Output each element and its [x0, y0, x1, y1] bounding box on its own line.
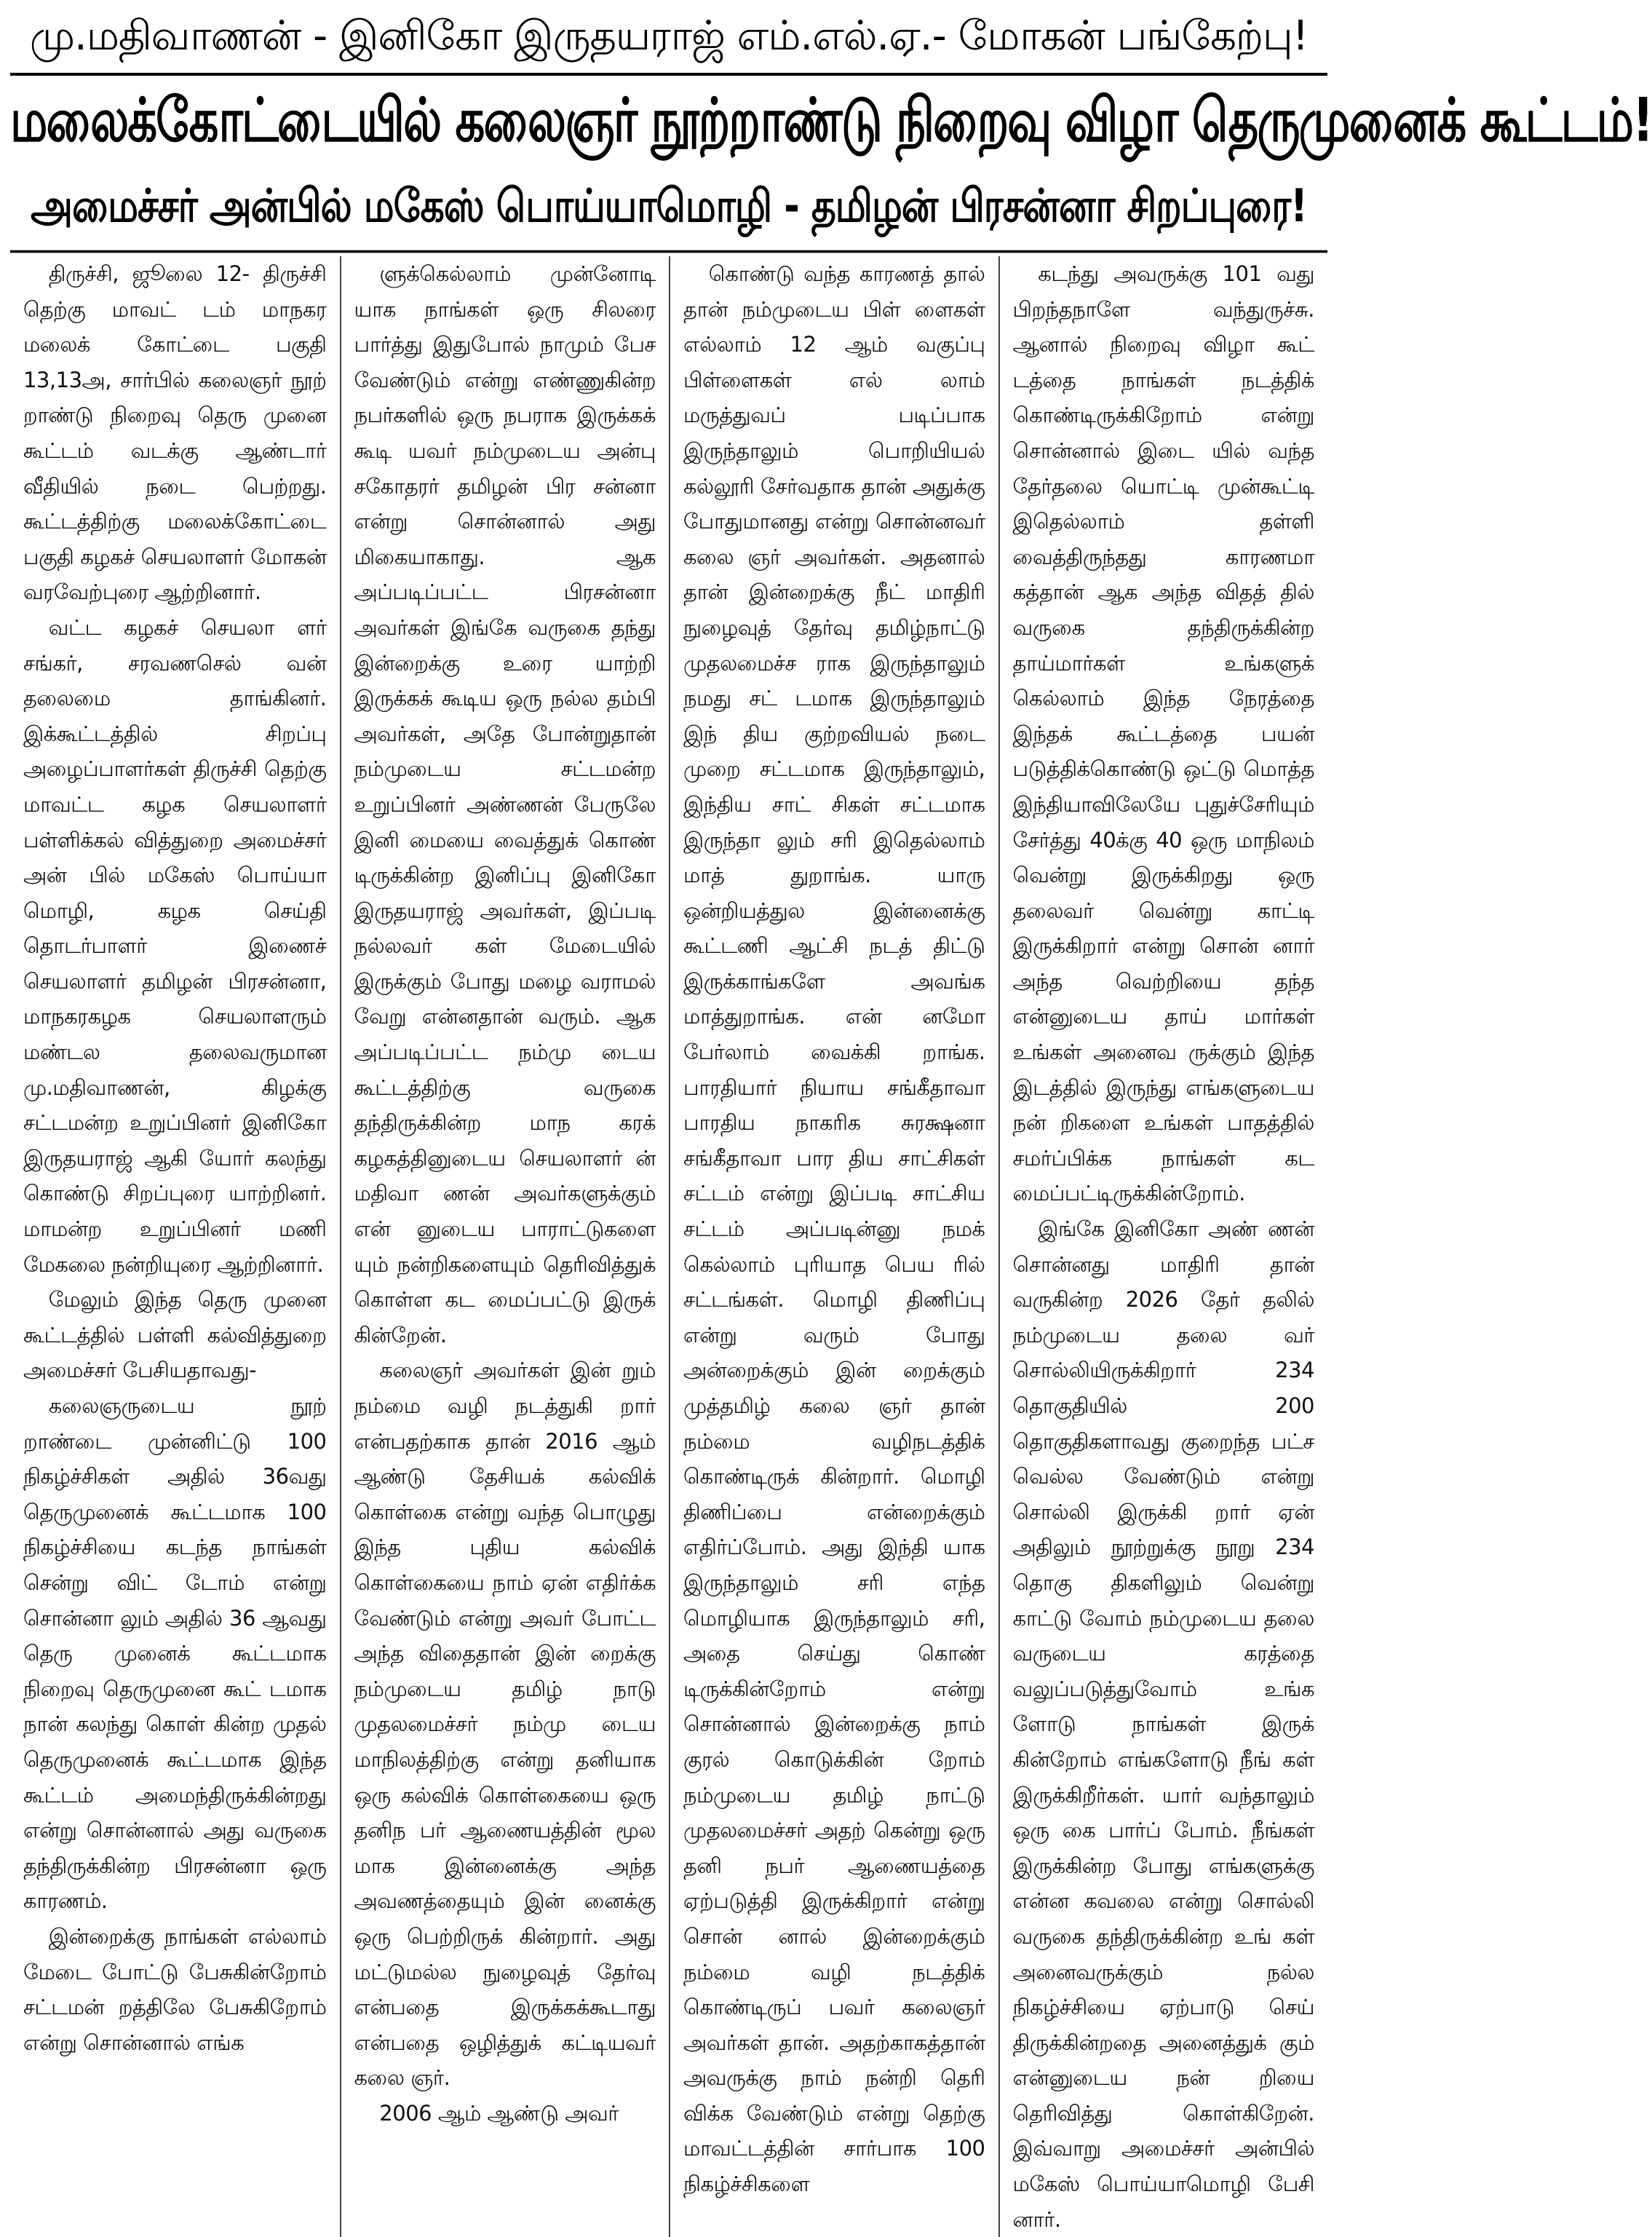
main-headline: மலைக்கோட்டையில் கலைஞர் நூற்றாண்டு நிறைவு விழா தெருமுனைக் கூட்டம்!: [10, 85, 1652, 157]
article-paragraph: கடந்து அவருக்கு 101 வது பிறந்தநாளே வந்துருச்சு. ஆனால் நிறைவு விழா கூட் டத்தை நாங்கள் நடத்திக் கொண்டிருக்கிறோம் என்று சொன்னால் இடை யில் வந்த தேர்தலை யொட்டி முன்கூட்டி இதெல்லாம் தள்ளி வைத்திருந்தது காரணமா கத்தான் ஆக அந்த விதத் தில் வருகை தந்திருக்கின்ற தாய்மார்கள் உங்களுக் கெல்லாம் இந்த நேரத்தை இந்தக் கூட்டத்தை பயன் படுத்திக்கொண்டு ஒட்டு மொத்த இந்தியாவிலேயே புதுச்சேரியும் சேர்த்து 40க்கு 40 ஒரு மாநிலம் வென்று இருக்கிறது ஒரு தலைவர் வென்று காட்டி இருக்கிறார் என்று சொன் னார் அந்த வெற்றியை தந்த என்னுடைய தாய் மார்கள் உங்கள் அனைவ ருக்கும் இந்த இடத்தில் இருந்து எங்களுடைய நன் றிகளை உங்கள் பாதத்தில் சமர்ப்பிக்க நாங்கள் கட மைப்பட்டிருக்கின்றோம்.: [1012, 261, 1314, 1206]
article-column-2: [340, 256, 670, 2237]
article-column-1: [10, 256, 340, 2237]
article-paragraph: கலைஞருடைய நூற் றாண்டை முன்னிட்டு 100 நிகழ்ச்சிகள் அதில் 36வது தெருமுனைக் கூட்டமாக 100 நிகழ்ச்சியை கடந்த நாங்கள் சென்று விட் டோம் என்று சொன்னா லும் அதில் 36 ஆவது தெரு முனைக் கூட்டமாக நிறைவு தெருமுனை கூட் டமாக நான் கலந்து கொள் கின்ற முதல் தெருமுனைக் கூட்டமாக இந்த கூட்டம் அமைந்திருக்கின்றது என்று சொன்னால் அது வருகை தந்திருக்கின்ற பிரசன்னா ஒரு காரணம்.: [23, 1393, 327, 1914]
article-paragraph: கலைஞர் அவர்கள் இன் றும் நம்மை வழி நடத்துகி றார் என்பதற்காக தான் 2016 ஆம் ஆண்டு தேசியக் கல்விக் கொள்கை என்று வந்த பொழுது இந்த புதிய கல்விக் கொள்கையை நாம் ஏன் எதிர்க்க வேண்டும் என்று அவர் போட்ட அந்த விதைதான் இன் றைக்கு நம்முடைய தமிழ் நாடு முதலமைச்சர் நம்மு டைய மாநிலத்திற்கு என்று தனியாக ஒரு கல்விக் கொள்கையை ஒரு தனிந பர் ஆணையத்தின் மூல மாக இன்னைக்கு அந்த அவணத்தையும் இன் னைக்கு ஒரு பெற்றிருக் கின்றார். அது மட்டுமல்ல நுழைவுத் தேர்வு என்பதை இருக்கக்கூடாது என்பதை ஒழித்துக் கட்டியவர் கலை ஞர்.: [354, 1358, 656, 2091]
article-paragraph: வட்ட கழகச் செயலா ளர் சங்கர், சரவணசெல் வன் தலைமை தாங்கினர். இக்கூட்டத்தில் சிறப்பு அழைப்பாளர்கள் திருச்சி தெற்கு மாவட்ட கழக செயலாளர் பள்ளிக்கல் வித்துறை அமைச்சர் அன் பில் மகேஸ் பொய்யா மொழி, கழக செய்தி தொடர்பாளர் இணைச் செயலாளர் தமிழன் பிரசன்னா, மாநகரகழக செயலாளரும் மண்டல தலைவருமான மு.மதிவாணன், கிழக்கு சட்டமன்ற உறுப்பினர் இனிகோ இருதயராஜ் ஆகி யோர் கலந்து கொண்டு சிறப்புரை யாற்றினர். மாமன்ற உறுப்பினர் மணி மேகலை நன்றியுரை ஆற்றினார்.: [23, 614, 327, 1277]
article-paragraph: ளுக்கெல்லாம் முன்னோடி யாக நாங்கள் ஒரு சிலரை பார்த்து இதுபோல் நாமும் பேச வேண்டும் என்று எண்ணுகின்ற நபர்களில் ஒரு நபராக இருக்கக் கூடி யவர் நம்முடைய அன்பு சகோதரர் தமிழன் பிர சன்னா என்று சொன்னால் அது மிகையாகாது. ஆக அப்படிப்பட்ட பிரசன்னா அவர்கள் இங்கே வருகை தந்து இன்றைக்கு உரை யாற்றி இருக்கக் கூடிய ஒரு நல்ல தம்பி அவர்கள், அதே போன்றுதான் நம்முடைய சட்டமன்ற உறுப்பினர் அண்ணன் பேருலே இனி மையை வைத்துக் கொண் டிருக்கின்ற இனிப்பு இனிகோ இருதயராஜ் அவர்கள், இப்படி நல்லவர் கள் மேடையில் இருக்கும் போது மழை வராமல் வேறு என்னதான் வரும். ஆக அப்படிப்பட்ட நம்மு டைய கூட்டத்திற்கு வருகை தந்திருக்கின்ற மாந கரக் கழகத்தினுடைய செயலாளர் ன் மதிவா ணன் அவர்களுக்கும் என் னுடைய பாராட்டுகளை யும் நன்றிகளையும் தெரிவித்துக் கொள்ள கட மைப்பட்டு இருக் கின்றேன்.: [354, 261, 656, 1347]
article-paragraph: 2006 ஆம் ஆண்டு அவர்: [379, 2100, 619, 2126]
article-paragraph: திருச்சி, ஜூலை 12- திருச்சி தெற்கு மாவட் டம் மாநகர மலைக் கோட்டை பகுதி 13,13அ, சார்பில் கலைஞர் நூற் றாண்டு நிறைவு தெரு முனை கூட்டம் வடக்கு ஆண்டார் வீதியில் நடை பெற்றது. கூட்டத்திற்கு மலைக்கோட்டை பகுதி கழகச் செயலாளர் மோகன் வரவேற்புரை ஆற்றினார்.: [23, 261, 327, 605]
article-paragraph: இன்றைக்கு நாங்கள் எல்லாம் மேடை போட்டு பேசுகின்றோம் சட்டமன் றத்திலே பேசுகிறோம் என்று சொன்னால் எங்க: [23, 1923, 327, 2055]
kicker-headline: மு.மதிவாணன் - இனிகோ இருதயராஜ் எம்.எல்.ஏ.- மோகன் பங்கேற்பு!: [10, 0, 1327, 76]
article-body: [10, 256, 1327, 2232]
article-paragraph: கொண்டு வந்த காரணத் தால் தான் நம்முடைய பிள் ளைகள் எல்லாம் 12 ஆம் வகுப்பு பிள்ளைகள் எல் லாம் மருத்துவப் படிப்பாக இருந்தாலும் பொறியியல் கல்லூரி சேர்வதாக தான் அதுக்கு போதுமானது என்று சொன்னவர் கலை ஞர் அவர்கள். அதனால் தான் இன்றைக்கு நீட் மாதிரி நுழைவுத் தேர்வு தமிழ்நாட்டு முதலமைச்ச ராக இருந்தாலும் நமது சட் டமாக இருந்தாலும் இந் திய குற்றவியல் நடை முறை சட்டமாக இருந்தாலும், இந்திய சாட் சிகள் சட்டமாக இருந்தா லும் சரி இதெல்லாம் மாத் துறாங்க. யாரு ஒன்றியத்துல இன்னைக்கு கூட்டணி ஆட்சி நடத் திட்டு இருக்காங்களே அவங்க மாத்துறாங்க. என் னமோ பேர்லாம் வைக்கி றாங்க. பாரதியார் நியாய சங்கீதாவா பாரதிய நாகரிக சுரக்ஷனா சங்கீதாவா பார திய சாட்சிகள் சட்டம் என்று இப்படி சாட்சிய சட்டம் அப்படின்னு நமக் கெல்லாம் புரியாத பெய ரில் சட்டங்கள். மொழி திணிப்பு என்று வரும் போது அன்றைக்கும் இன் றைக்கும் முத்தமிழ் கலை ஞர் தான் நம்மை வழிநடத்திக் கொண்டிருக் கின்றார். மொழி திணிப்பை என்றைக்கும் எதிர்ப்போம். அது இந்தி யாக இருந்தாலும் சரி எந்த மொழியாக இருந்தாலும் சரி, அதை செய்து கொண் டிருக்கின்றோம் என்று சொன்னால் இன்றைக்கு நாம் குரல் கொடுக்கின் றோம் நம்முடைய தமிழ் நாட்டு முதலமைச்சர் அதற் கென்று ஒரு தனி நபர் ஆணையத்தை ஏற்படுத்தி இருக்கிறார் என்று சொன் னால் இன்றைக்கும் நம்மை வழி நடத்திக் கொண்டிருப் பவர் கலைஞர் அவர்கள் தான். அதற்காகத்தான் அவருக்கு நாம் நன்றி தெரி விக்க வேண்டும் என்று தெற்கு மாவட்டத்தின் சார்பாக 100 நிகழ்ச்சிகளை: [683, 261, 985, 2197]
sub-headline: அமைச்சர் அன்பில் மகேஸ் பொய்யாமொழி - தமிழன் பிரசன்னா சிறப்புரை!: [10, 163, 1327, 253]
article-paragraph: மேலும் இந்த தெரு முனை கூட்டத்தில் பள்ளி கல்வித்துறை அமைச்சர் பேசியதாவது-: [23, 1287, 327, 1383]
article-column-4: [998, 256, 1328, 2237]
article-paragraph: இங்கே இனிகோ அண் ணன் சொன்னது மாதிரி தான் வருகின்ற 2026 தேர் தலில் நம்முடைய தலை வர் சொல்லியிருக்கிறார் 234 தொகுதியில் 200 தொகுதிகளாவது குறைந்த பட்ச வெல்ல வேண்டும் என்று சொல்லி இருக்கி றார் ஏன் அதிலும் நூற்றுக்கு நூறு 234 தொகு திகளிலும் வென்று காட்டு வோம் நம்முடைய தலை வருடைய கரத்தை வலுப்படுத்துவோம் உங்க ளோடு நாங்கள் இருக் கின்றோம் எங்களோடு நீங் கள் இருக்கிறீர்கள். யார் வந்தாலும் ஒரு கை பார்ப் போம். நீங்கள் இருக்கின்ற போது எங்களுக்கு என்ன கவலை என்று சொல்லி வருகை தந்திருக்கின்ற உங் கள் அனைவருக்கும் நல்ல நிகழ்ச்சியை ஏற்பாடு செய் திருக்கின்றதை அனைத்துக் கும் என்னுடைய நன் றியை தெரிவித்து கொள்கிறேன். இவ்வாறு அமைச்சர் அன்பில் மகேஸ் பொய்யாமொழி பேசி னார்.: [1012, 1216, 1314, 2232]
article-column-3: [669, 256, 998, 2237]
